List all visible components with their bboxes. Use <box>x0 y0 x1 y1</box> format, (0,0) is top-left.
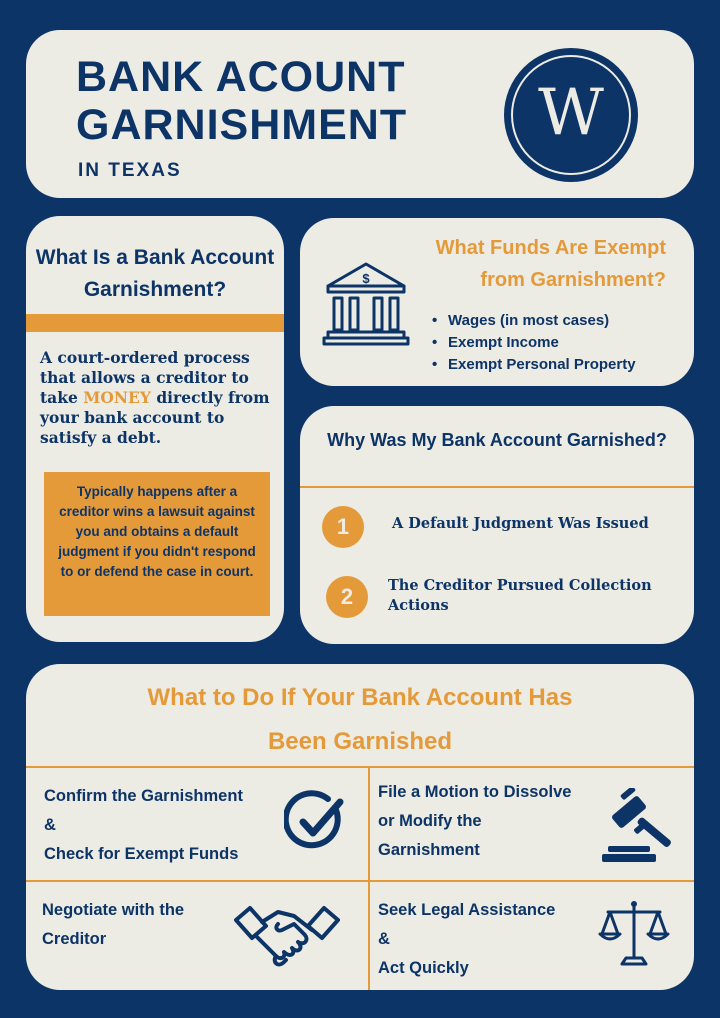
page-title-line-1: BANK ACOUNT <box>76 53 406 101</box>
what-is-body-start: A court-ordered process that allows a creditor to take <box>40 348 250 407</box>
handshake-icon <box>232 900 342 972</box>
step-line: Seek Legal Assistance <box>378 901 556 919</box>
why-garnished-title: Why Was My Bank Account Garnished? <box>327 430 667 450</box>
exempt-funds-list <box>432 310 636 376</box>
step-line: Negotiate with the <box>42 901 185 919</box>
what-to-do-title-line-1: What to Do If Your Bank Account Has <box>147 684 573 711</box>
logo-letter: W <box>538 76 604 150</box>
step-file-motion <box>378 778 571 865</box>
step-line: Garnishment <box>378 841 480 859</box>
what-is-accent-bar <box>26 314 284 332</box>
what-is-card <box>26 216 284 642</box>
what-to-do-title <box>26 676 694 764</box>
step-line: or Modify the <box>378 812 482 830</box>
step-line: File a Motion to Dissolve <box>378 783 572 801</box>
grid-divider <box>368 768 370 990</box>
what-to-do-title-line-2: Been Garnished <box>267 728 453 755</box>
reason-text-2: The Creditor Pursued Collection Actions <box>388 577 652 614</box>
step-negotiate <box>42 896 184 954</box>
step-seek-legal-assistance <box>378 896 555 983</box>
what-is-note: Typically happens after a creditor wins a lawsuit against you and obtains a default judgment if you didn't respond to or defend the case in court. <box>44 472 270 616</box>
exempt-funds-card <box>300 218 694 386</box>
step-line: Act Quickly <box>378 959 469 977</box>
step-line: & <box>378 930 390 948</box>
why-garnished-card <box>300 406 694 644</box>
reason-number-1: 1 <box>322 506 364 548</box>
check-circle-icon <box>284 790 348 854</box>
step-line: Check for Exempt Funds <box>44 845 239 863</box>
reason-text-1: A Default Judgment Was Issued <box>392 515 649 532</box>
gavel-icon <box>598 788 678 864</box>
grid-divider <box>26 880 694 882</box>
header-card <box>26 30 694 198</box>
what-to-do-card <box>26 664 694 990</box>
step-line: Confirm the Garnishment <box>44 787 243 805</box>
step-line: Creditor <box>42 930 107 948</box>
grid-divider <box>26 766 694 768</box>
page-subtitle: IN TEXAS <box>78 160 182 181</box>
logo <box>504 48 638 182</box>
exempt-funds-title: What Funds Are Exempt from Garnishment? <box>435 237 666 291</box>
bank-building-icon <box>322 260 410 346</box>
exempt-item: • Exempt Personal Property <box>432 354 636 376</box>
what-is-title: What Is a Bank Account Garnishment? <box>35 246 275 301</box>
what-is-body <box>40 348 276 448</box>
reason-number-2: 2 <box>326 576 368 618</box>
step-confirm-garnishment <box>44 782 243 869</box>
money-highlight: MONEY <box>83 388 151 407</box>
what-is-body-end: directly from your bank account to satisfy a debt. <box>40 388 270 447</box>
why-divider <box>300 486 694 488</box>
svg-text:$: $ <box>362 271 370 286</box>
exempt-item: • Exempt Income <box>432 332 636 354</box>
page-title-line-2: GARNISHMENT <box>76 101 408 149</box>
scales-icon <box>598 898 670 968</box>
exempt-item: • Wages (in most cases) <box>432 310 636 332</box>
step-line: & <box>44 816 56 834</box>
